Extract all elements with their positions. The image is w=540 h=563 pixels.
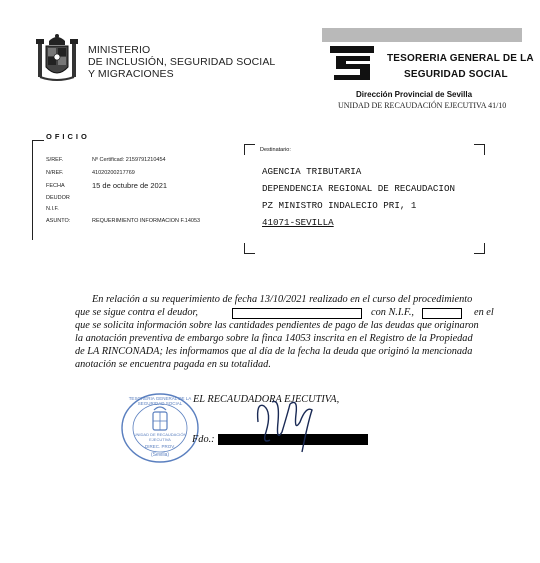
asunto-label: ASUNTO: — [46, 218, 71, 224]
nif-label: N.I.F. — [46, 206, 59, 212]
recipient-corner-tl — [244, 144, 255, 155]
oficio-left-line — [32, 140, 33, 240]
body-line2b: con N.I.F., — [371, 307, 414, 318]
coat-of-arms-logo — [36, 33, 78, 85]
direccion-provincial: Dirección Provincial de Sevilla — [356, 90, 473, 99]
official-stamp — [120, 392, 200, 464]
body-line2c: en el — [474, 307, 494, 318]
body-line6: anotación se encuentra pagada en su totalidad. — [75, 359, 271, 370]
ministry-name-line1: MINISTERIO — [88, 44, 151, 56]
asunto-value: REQUERIMIENTO INFORMACION F.14053 — [92, 218, 201, 224]
fecha-value: 15 de octubre de 2021 — [92, 181, 168, 190]
recipient-line2: DEPENDENCIA REGIONAL DE RECAUDACION — [262, 183, 455, 194]
recipient-line3: PZ MINISTRO INDALECIO PRI, 1 — [262, 200, 417, 211]
body-line4: la anotación preventiva de embargo sobre la finca 14053 inscrita en el Registro de la Propiedad — [75, 333, 473, 344]
stamp-bottom-text: DIREC. PROV. — [144, 444, 176, 449]
body-line3: que se solicita información sobre las cantidades pendientes de pago de las deudas que originaron — [75, 320, 479, 331]
deudor-label: DEUDOR — [46, 195, 70, 201]
body-line2a: que se sigue contra el deudor, — [75, 307, 198, 318]
ministry-name-line2: DE INCLUSIÓN, SEGURIDAD SOCIAL — [88, 56, 276, 68]
tgss-name-line2: SEGURIDAD SOCIAL — [404, 69, 508, 80]
nref-label: N/REF. — [46, 170, 64, 176]
redacted-nif — [422, 308, 462, 319]
header-gray-band — [322, 28, 522, 42]
recipient-line4: 41071-SEVILLA — [262, 217, 334, 228]
recipient-line1: AGENCIA TRIBUTARIA — [262, 166, 362, 177]
redacted-debtor-name — [232, 308, 362, 319]
recipient-corner-bl — [244, 243, 255, 254]
signature-fdo: Fdo.: — [192, 434, 215, 445]
tgss-name-line1: TESORERIA GENERAL DE LA — [387, 53, 534, 64]
stamp-middle-text: UNIDAD DE RECAUDACIÓN EJECUTIVA — [133, 432, 187, 442]
body-line1: En relación a su requerimiento de fecha 13/10/2021 realizado en el curso del procedimiento — [92, 294, 473, 305]
tgss-logo — [330, 46, 374, 82]
ref-label: S/REF. — [46, 157, 64, 163]
recipient-corner-tr — [474, 144, 485, 155]
nref-value: 41020200217769 — [92, 170, 135, 176]
recipient-corner-br — [474, 243, 485, 254]
stamp-city-text: (Sevilla) — [150, 452, 170, 458]
body-line5: de LA RINCONADA; les informamos que al día de la fecha la deuda que originó la mencionada — [75, 346, 473, 357]
unidad-recaudacion: UNIDAD DE RECAUDACIÓN EJECUTIVA 41/10 — [338, 101, 507, 110]
signature-role: EL RECAUDADORA EJECUTIVA, — [193, 394, 340, 405]
ministry-name-line3: Y MIGRACIONES — [88, 68, 174, 80]
oficio-title: OFICIO — [46, 132, 90, 141]
stamp-top-text: TESORERIA GENERAL DE LA SEGURIDAD SOCIAL — [128, 396, 192, 406]
recipient-label: Destinatario: — [260, 147, 291, 153]
oficio-top-line — [32, 140, 44, 141]
ref-value: Nº Certificad: 2159791210454 — [92, 157, 166, 163]
handwritten-signature — [250, 392, 320, 460]
fecha-label: FECHA — [46, 183, 65, 189]
